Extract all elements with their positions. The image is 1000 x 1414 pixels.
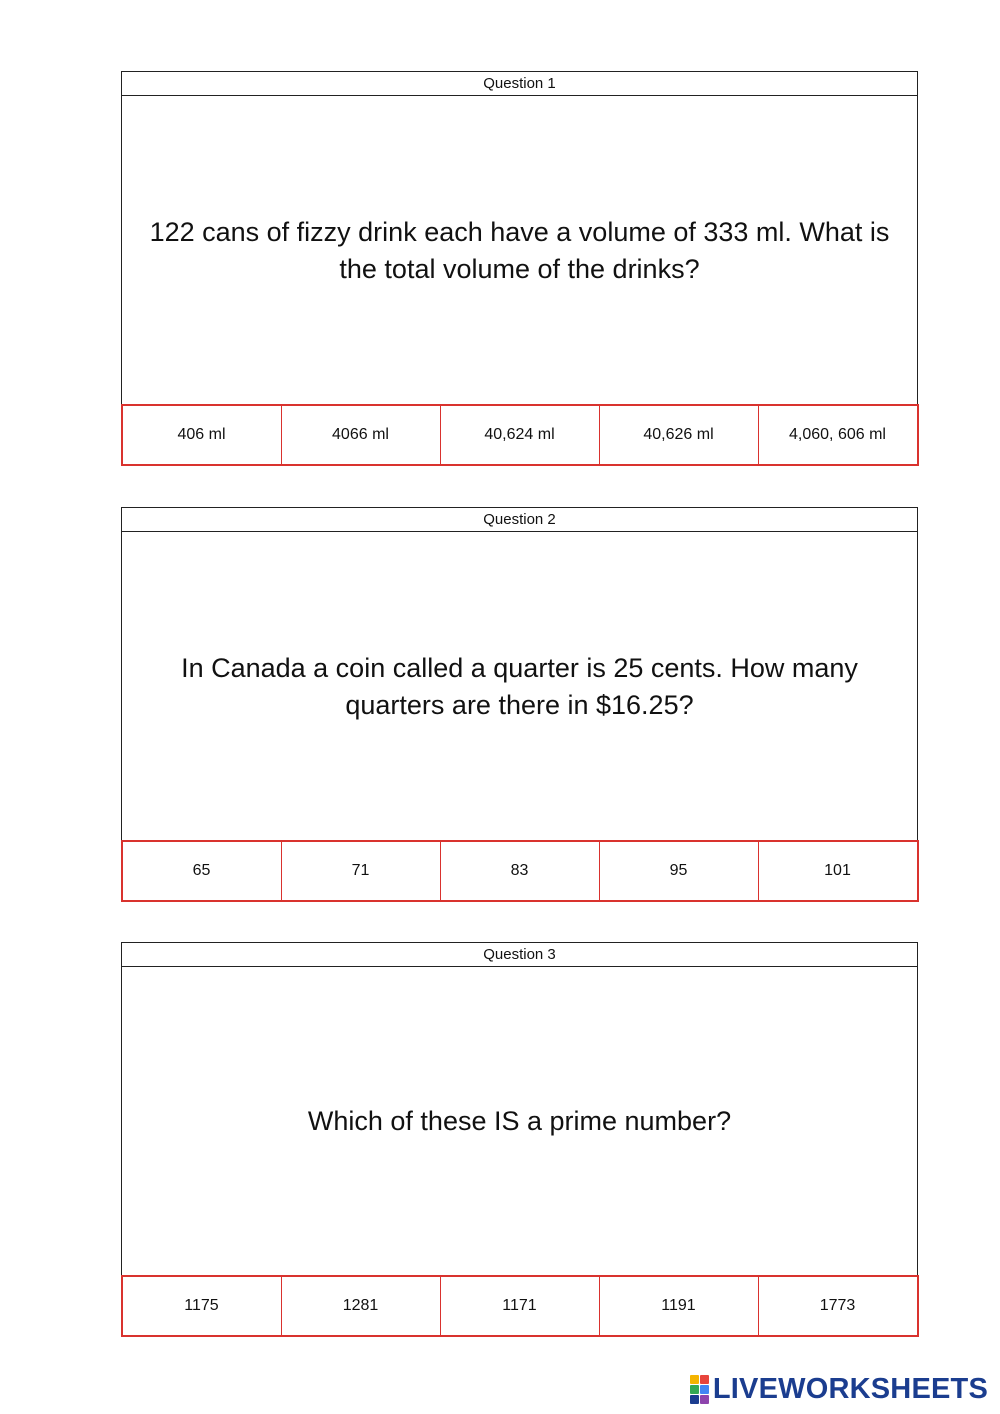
logo-square xyxy=(690,1395,699,1404)
liveworksheets-logo-icon xyxy=(690,1375,709,1404)
question-body xyxy=(122,967,917,1277)
answer-options xyxy=(121,840,919,902)
logo-square xyxy=(690,1385,699,1394)
answer-options xyxy=(121,404,919,466)
liveworksheets-logo[interactable] xyxy=(690,1375,988,1404)
answer-option-5[interactable]: 1773 xyxy=(819,1296,856,1314)
answer-option-1[interactable]: 406 ml xyxy=(123,406,282,464)
question-title: Question 3 xyxy=(122,943,917,967)
logo-square xyxy=(690,1375,699,1384)
answer-option-4[interactable]: 40,626 ml xyxy=(600,406,759,464)
question-card-3 xyxy=(121,942,918,1336)
answer-option-5[interactable]: 101 xyxy=(824,861,851,879)
answer-option-3[interactable]: 83 xyxy=(441,842,600,900)
logo-square xyxy=(700,1395,709,1404)
answer-option-2[interactable]: 4066 ml xyxy=(282,406,441,464)
answer-option-2[interactable]: 71 xyxy=(282,842,441,900)
question-text: 122 cans of fizzy drink each have a volume of 333 ml. What is the total volume of the drinks? xyxy=(149,216,890,284)
answer-option-1[interactable]: 65 xyxy=(123,842,282,900)
answer-option-4[interactable]: 95 xyxy=(600,842,759,900)
answer-option-3[interactable]: 1171 xyxy=(441,1277,600,1335)
question-card-1 xyxy=(121,71,918,465)
logo-text: LIVEWORKSHEETS xyxy=(712,1373,988,1405)
answer-option-2[interactable]: 1281 xyxy=(282,1277,441,1335)
answer-option-1[interactable]: 1175 xyxy=(123,1277,282,1335)
question-title: Question 2 xyxy=(122,508,917,532)
answer-option-3[interactable]: 40,624 ml xyxy=(441,406,600,464)
question-text: In Canada a coin called a quarter is 25 cents. How many quarters are there in $16.25? xyxy=(181,652,858,720)
answer-option-5[interactable]: 4,060, 606 ml xyxy=(789,425,886,443)
logo-square xyxy=(700,1385,709,1394)
question-title: Question 1 xyxy=(122,72,917,96)
logo-square xyxy=(700,1375,709,1384)
question-card-2 xyxy=(121,507,918,901)
question-body xyxy=(122,532,917,842)
question-body xyxy=(122,96,917,406)
answer-options xyxy=(121,1275,919,1337)
answer-option-4[interactable]: 1191 xyxy=(600,1277,759,1335)
question-text: Which of these IS a prime number? xyxy=(307,1106,732,1137)
